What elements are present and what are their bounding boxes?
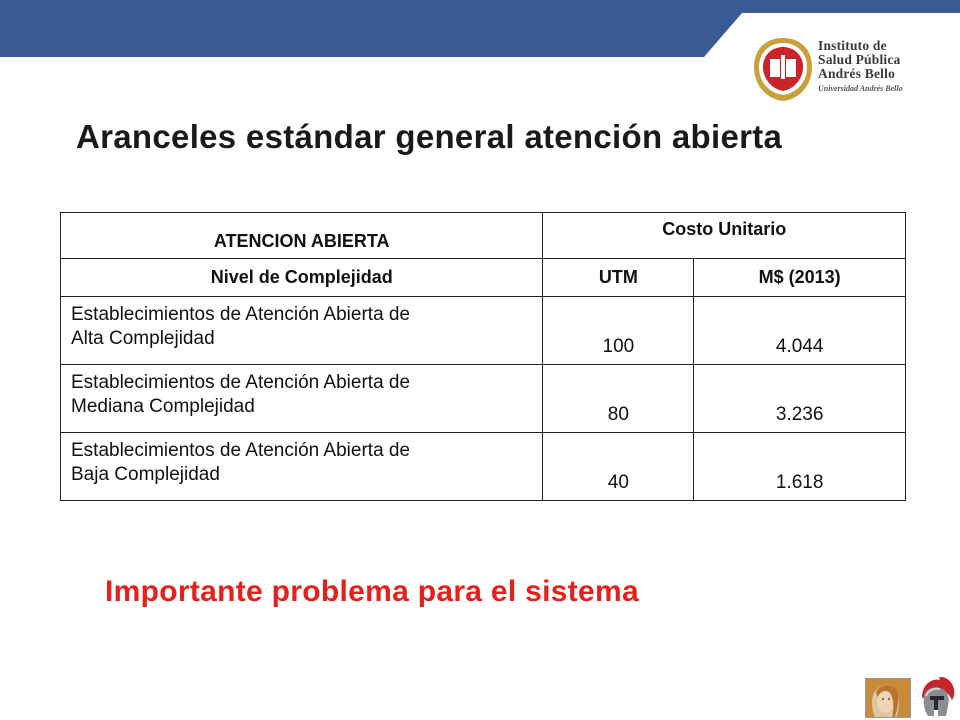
- table-header-row: [61, 259, 906, 297]
- row-utm: 80: [543, 365, 694, 433]
- table-row: [61, 365, 906, 433]
- column-header-nivel: Nivel de Complejidad: [61, 259, 543, 297]
- table-row: [61, 297, 906, 365]
- row-description-line: Mediana Complejidad: [71, 396, 255, 417]
- venus-painting-icon: [865, 678, 911, 718]
- row-description: [61, 433, 543, 501]
- row-description-line: Alta Complejidad: [71, 328, 215, 349]
- row-utm: 100: [543, 297, 694, 365]
- row-utm: 40: [543, 433, 694, 501]
- row-m: 1.618: [694, 433, 906, 501]
- table-header-group-row: [61, 213, 906, 259]
- header-costo-unitario: Costo Unitario: [543, 213, 906, 259]
- row-description-line: Baja Complejidad: [71, 464, 220, 485]
- header-atencion-abierta: ATENCION ABIERTA: [61, 213, 543, 259]
- logo-line-2: Salud Pública: [818, 52, 901, 67]
- column-header-utm: UTM: [543, 259, 694, 297]
- row-description: [61, 297, 543, 365]
- spartan-helmet-icon: [918, 676, 956, 718]
- institute-logo: [750, 35, 930, 107]
- logo-line-1: Instituto de: [818, 38, 887, 53]
- row-m: 4.044: [694, 297, 906, 365]
- logo-subtitle: Universidad Andrés Bello: [818, 84, 903, 93]
- logo-line-3: Andrés Bello: [818, 66, 896, 81]
- institute-emblem-icon: [750, 35, 816, 105]
- row-description-line: Establecimientos de Atención Abierta de: [71, 304, 411, 325]
- table-row: [61, 433, 906, 501]
- highlight-text: Importante problema para el sistema: [105, 575, 640, 608]
- row-description-line: Establecimientos de Atención Abierta de: [71, 440, 411, 461]
- column-header-m: M$ (2013): [694, 259, 906, 297]
- row-m: 3.236: [694, 365, 906, 433]
- row-description: [61, 365, 543, 433]
- row-description-line: Establecimientos de Atención Abierta de: [71, 372, 411, 393]
- slide-title: Aranceles estándar general atención abierta: [76, 118, 783, 155]
- fees-table: [60, 212, 906, 501]
